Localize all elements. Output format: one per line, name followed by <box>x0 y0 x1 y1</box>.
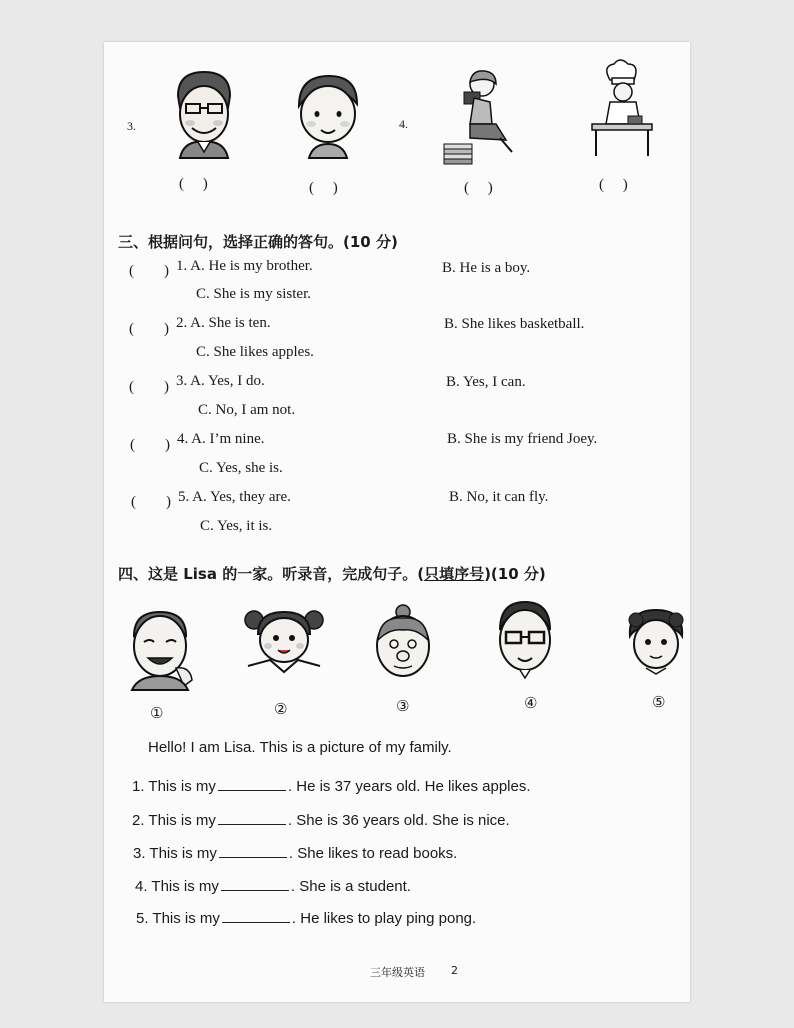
question-option-a: 3. A. Yes, I do. <box>176 373 265 389</box>
item-label-4: 4. <box>399 117 408 131</box>
question-option-b: B. Yes, I can. <box>446 374 526 390</box>
answer-paren[interactable]: ( ) <box>129 379 169 395</box>
sentence-end: . He is 37 years old. He likes apples. <box>287 778 531 795</box>
father-picture <box>124 606 196 690</box>
sentence-end: . She is a student. <box>290 878 411 895</box>
picture-number: ③ <box>396 697 410 715</box>
answer-paren[interactable]: ( ) <box>309 180 338 196</box>
girl-picture <box>242 606 326 676</box>
answer-paren[interactable]: ( ) <box>464 180 493 196</box>
question-option-c: C. Yes, it is. <box>200 518 273 534</box>
sentence-start: 5. This is my <box>136 910 220 927</box>
question-option-a: 5. A. Yes, they are. <box>178 489 291 505</box>
fill-sentence <box>136 909 476 927</box>
man-picture <box>293 72 363 160</box>
answer-blank[interactable] <box>222 909 290 923</box>
answer-blank[interactable] <box>218 811 286 825</box>
section-4-heading <box>118 563 546 584</box>
question-option-c: C. She likes apples. <box>196 344 314 360</box>
answer-paren[interactable]: ( ) <box>599 177 628 193</box>
answer-paren[interactable]: ( ) <box>129 321 169 337</box>
item-label-3: 3. <box>127 119 136 133</box>
answer-blank[interactable] <box>221 877 289 891</box>
section-4-heading-pre: 四、这是 Lisa 的一家。听录音，完成句子。( <box>118 565 425 583</box>
fill-sentence <box>132 777 531 795</box>
sentence-end: . She is 36 years old. She is nice. <box>287 812 510 829</box>
question-option-b: B. He is a boy. <box>442 260 531 276</box>
answer-paren[interactable]: ( ) <box>179 176 208 192</box>
section-4-heading-underlined: 只填序号 <box>424 565 485 583</box>
boy-picture <box>626 606 686 676</box>
grandma-picture <box>372 604 434 684</box>
girl-reading-picture <box>440 68 518 168</box>
fill-sentence <box>135 877 411 895</box>
question-option-c: C. She is my sister. <box>196 286 312 302</box>
question-option-c: C. Yes, she is. <box>199 460 283 476</box>
answer-blank[interactable] <box>218 777 286 791</box>
picture-number: ① <box>150 704 164 722</box>
question-option-c: C. No, I am not. <box>198 402 296 418</box>
sentence-start: 2. This is my <box>132 812 216 829</box>
fill-sentence <box>132 811 510 829</box>
question-option-a: 2. A. She is ten. <box>176 315 271 331</box>
question-option-a: 4. A. I’m nine. <box>177 431 265 447</box>
question-option-a: 1. A. He is my brother. <box>176 258 313 274</box>
question-option-b: B. She likes basketball. <box>444 316 585 332</box>
sentence-end: . She likes to read books. <box>288 845 458 862</box>
answer-paren[interactable]: ( ) <box>129 263 169 279</box>
section-3-heading: 三、根据问句，选择正确的答句。(10 分) <box>118 233 398 251</box>
picture-number: ⑤ <box>652 693 666 711</box>
footer-subject: 三年级英语 <box>370 966 425 979</box>
question-option-b: B. No, it can fly. <box>449 489 549 505</box>
grandpa-picture <box>170 68 238 160</box>
intro-sentence: Hello! I am Lisa. This is a picture of my family. <box>148 739 452 756</box>
sentence-start: 1. This is my <box>132 778 216 795</box>
chef-picture <box>588 58 658 158</box>
answer-paren[interactable]: ( ) <box>130 437 170 453</box>
section-4-heading-post: )(10 分) <box>484 565 546 583</box>
sentence-end: . He likes to play ping pong. <box>291 910 477 927</box>
answer-paren[interactable]: ( ) <box>131 494 171 510</box>
page-number: 2 <box>451 964 458 977</box>
man-glasses-picture <box>494 600 556 684</box>
fill-sentence <box>133 844 457 862</box>
sentence-start: 3. This is my <box>133 845 217 862</box>
sentence-start: 4. This is my <box>135 878 219 895</box>
answer-blank[interactable] <box>219 844 287 858</box>
question-option-b: B. She is my friend Joey. <box>447 431 598 447</box>
picture-number: ② <box>274 700 288 718</box>
picture-number: ④ <box>524 694 538 712</box>
